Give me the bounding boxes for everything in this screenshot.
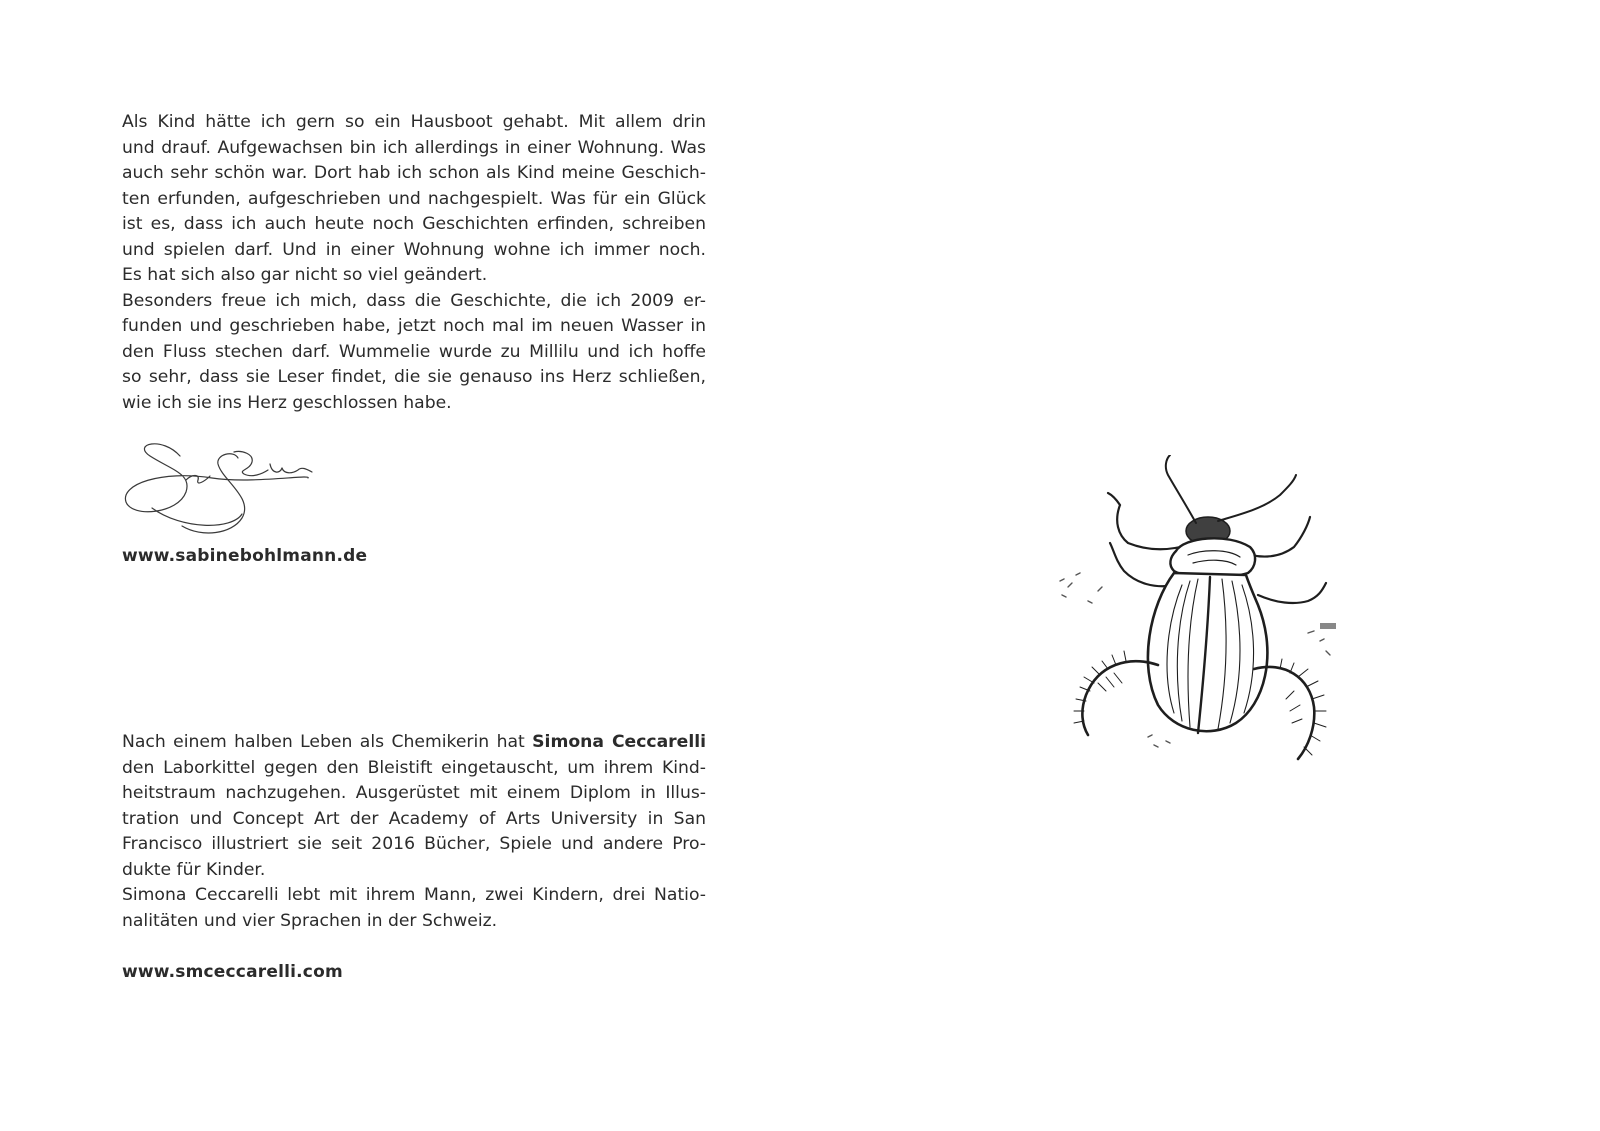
author-bio-line: ist es, dass ich auch heute noch Geschichten erfinden, schreiben xyxy=(122,214,706,234)
author-bio xyxy=(122,110,706,416)
author-bio-line: funden und geschrieben habe, jetzt noch mal im neuen Wasser in xyxy=(122,316,706,336)
illustrator-bio-line: heitstraum nachzugehen. Ausgerüstet mit einem Diplom in Illus- xyxy=(122,783,706,803)
illustrator-bio-line: Simona Ceccarelli lebt mit ihrem Mann, zwei Kindern, drei Natio- xyxy=(122,885,706,905)
author-signature xyxy=(122,434,322,540)
author-bio-line: und spielen darf. Und in einer Wohnung wohne ich immer noch. xyxy=(122,239,706,260)
author-bio-line: wie ich sie ins Herz geschlossen habe. xyxy=(122,392,452,413)
beetle-illustration xyxy=(1058,455,1358,785)
author-bio-line: so sehr, dass sie Leser findet, die sie genauso ins Herz schließen, xyxy=(122,367,706,387)
author-bio-line: ten erfunden, aufgeschrieben und nachgespielt. Was für ein Glück xyxy=(122,188,706,209)
illustrator-bio-line: Francisco illustriert sie seit 2016 Bücher, Spiele und andere Pro- xyxy=(122,834,706,854)
author-website-link[interactable]: www.sabinebohlmann.de xyxy=(122,546,368,566)
illustrator-bio-line: dukte für Kinder. xyxy=(122,859,266,880)
beetle-icon xyxy=(1058,455,1358,785)
illustrator-section xyxy=(122,730,706,982)
illustrator-intro-text: Nach einem halben Leben als Chemikerin hat xyxy=(122,732,525,752)
signature-icon xyxy=(122,434,322,540)
author-bio-line: auch sehr schön war. Dort hab ich schon als Kind meine Geschich- xyxy=(122,163,706,183)
author-bio-line: Als Kind hätte ich gern so ein Hausboot gehabt. Mit allem drin xyxy=(122,112,706,132)
illustrator-bio xyxy=(122,730,706,934)
illustrator-name: Simona Ceccarelli xyxy=(532,732,706,752)
author-bio-line: und drauf. Aufgewachsen bin ich allerdings in einer Wohnung. Was xyxy=(122,137,706,158)
author-section xyxy=(122,110,706,566)
illustrator-website-link[interactable]: www.smceccarelli.com xyxy=(122,962,343,982)
illustrator-bio-line: den Laborkittel gegen den Bleistift eingetauscht, um ihrem Kind- xyxy=(122,757,706,778)
illustrator-bio-line: nalitäten und vier Sprachen in der Schweiz. xyxy=(122,910,498,931)
illustrator-bio-line xyxy=(122,730,706,756)
author-bio-line: Besonders freue ich mich, dass die Geschichte, die ich 2009 er- xyxy=(122,290,706,311)
author-bio-line: Es hat sich also gar nicht so viel geändert. xyxy=(122,265,488,285)
author-bio-line: den Fluss stechen darf. Wummelie wurde zu Millilu und ich hoffe xyxy=(122,341,706,362)
illustrator-bio-line: tration und Concept Art der Academy of Arts University in San xyxy=(122,808,706,829)
